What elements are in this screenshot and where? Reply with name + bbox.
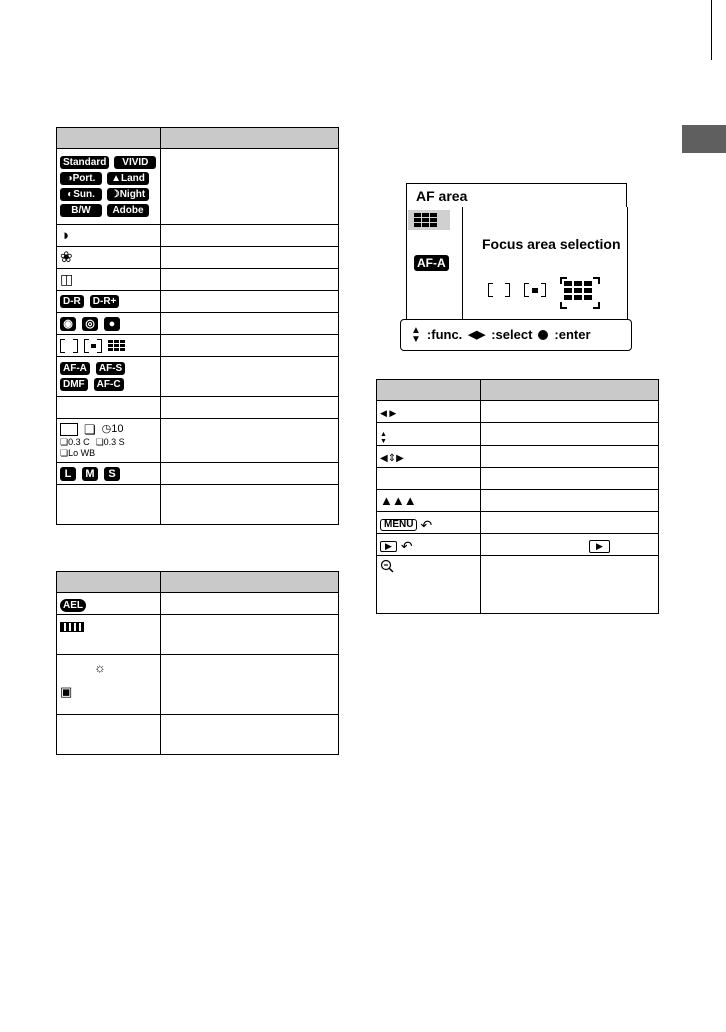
func-label: :func. <box>426 327 463 342</box>
bw-style-icon: B/W <box>60 204 102 217</box>
table-row <box>57 291 339 313</box>
spot-option-icon <box>524 284 546 298</box>
self-timer-10-icon: ◷10 <box>101 423 124 435</box>
table-row <box>57 247 339 269</box>
four-way-arrows-icon: ◀⇕▶ <box>380 452 404 464</box>
size-s-icon: S <box>104 467 120 481</box>
table-row <box>57 225 339 247</box>
custom-wb-icon: ▣ <box>60 684 73 699</box>
sunset-style-icon: ◐Sun. <box>60 188 102 201</box>
table-row <box>57 397 339 419</box>
table-row <box>377 401 659 423</box>
table-row <box>57 593 339 615</box>
table-row <box>57 463 339 485</box>
vivid-style-icon: VIVID <box>114 156 156 169</box>
dro-icon: D-R <box>60 295 84 308</box>
page-edge-line <box>711 0 712 60</box>
local-af-area-icon <box>108 340 125 351</box>
up-down-arrows-icon: ▲ ▼ <box>380 431 387 445</box>
wide-option-icon <box>488 284 510 298</box>
bracket-s-icon: ❏ 0.3 S <box>95 437 125 447</box>
size-m-icon: M <box>82 467 98 481</box>
return-icon: ↶ <box>420 516 433 533</box>
table-row <box>57 357 339 397</box>
table-row <box>57 149 339 225</box>
landscape-style-icon: ▲Land <box>107 172 149 185</box>
adobe-style-icon: Adobe <box>107 204 149 217</box>
select-label: :select <box>491 327 533 342</box>
focus-area-caption: Focus area selection <box>482 236 621 252</box>
af-s-icon: AF-S <box>96 362 125 375</box>
left-right-icon: ◀▶ <box>468 329 486 341</box>
battery-icon <box>60 622 84 632</box>
playback-button-icon: ▶ <box>589 540 610 553</box>
wide-af-area-icon <box>60 340 78 352</box>
single-frame-icon <box>60 423 78 436</box>
screen-title: AF area <box>406 183 627 207</box>
up-down-icon: ▲ ▼ <box>411 325 421 345</box>
saturation-icon: ❀ <box>60 248 73 266</box>
af-area-screen <box>400 183 634 353</box>
focus-area-options <box>488 277 596 304</box>
table-row <box>377 512 659 534</box>
table-row <box>57 715 339 755</box>
controls-table <box>376 379 659 614</box>
menu-return-group <box>380 518 432 532</box>
portrait-style-icon: ◑Port. <box>60 172 102 185</box>
table-header <box>57 572 339 593</box>
sun-icon: ☼ <box>94 660 106 675</box>
menu-button-icon: MENU <box>380 519 417 531</box>
spot-metering-icon: ● <box>104 317 120 331</box>
table-header <box>377 380 659 401</box>
night-style-icon: ☽Night <box>107 188 149 201</box>
spot-af-area-icon <box>84 340 102 352</box>
dmf-icon: DMF <box>60 378 88 391</box>
indicator-table <box>56 571 339 755</box>
table-row <box>57 419 339 463</box>
table-row <box>57 313 339 335</box>
continuous-icon: ❏ <box>84 422 96 437</box>
left-right-arrows-icon: ◀ ▶ <box>380 407 397 418</box>
table-row <box>377 534 659 556</box>
af-c-icon: AF-C <box>94 378 124 391</box>
af-area-function-icon <box>414 213 437 227</box>
screen-guide-bar <box>400 319 632 351</box>
table-row <box>377 423 659 446</box>
local-option-icon[interactable] <box>560 277 596 304</box>
af-mode-function-icon: AF-A <box>414 255 449 271</box>
recording-settings-table <box>56 127 339 525</box>
enter-dot-icon <box>538 330 548 340</box>
enter-label: :enter <box>554 327 591 342</box>
table-row <box>57 615 339 655</box>
standard-style-icon: Standard <box>60 156 109 169</box>
table-row <box>377 490 659 512</box>
table-row <box>377 446 659 468</box>
contrast-icon: ◑ <box>60 226 70 244</box>
screen-edge <box>627 207 628 319</box>
return-icon: ↶ <box>400 538 413 554</box>
af-a-icon: AF-A <box>60 362 90 375</box>
playback-icon: ▶ <box>380 541 397 552</box>
table-row <box>57 335 339 357</box>
table-row <box>57 269 339 291</box>
ael-icon: AEL <box>60 599 86 612</box>
zoom-out-icon <box>380 559 394 573</box>
table-row <box>377 556 659 614</box>
wb-bracket-icon: ❏ Lo WB <box>60 448 96 458</box>
table-header <box>57 128 339 149</box>
center-weighted-metering-icon: ◎ <box>82 317 98 331</box>
multi-segment-metering-icon: ◉ <box>60 317 76 331</box>
playback-return-group <box>380 539 413 553</box>
sharpness-icon: ◫ <box>60 270 74 287</box>
dial-icon: ▲▲▲ <box>380 492 416 508</box>
bracket-c-icon: ❏ 0.3 C <box>60 437 90 447</box>
section-tab <box>682 125 726 153</box>
table-row <box>377 468 659 490</box>
dro-plus-icon: D-R+ <box>90 295 120 308</box>
table-row <box>57 485 339 525</box>
size-l-icon: L <box>60 467 76 481</box>
table-row <box>57 655 339 715</box>
